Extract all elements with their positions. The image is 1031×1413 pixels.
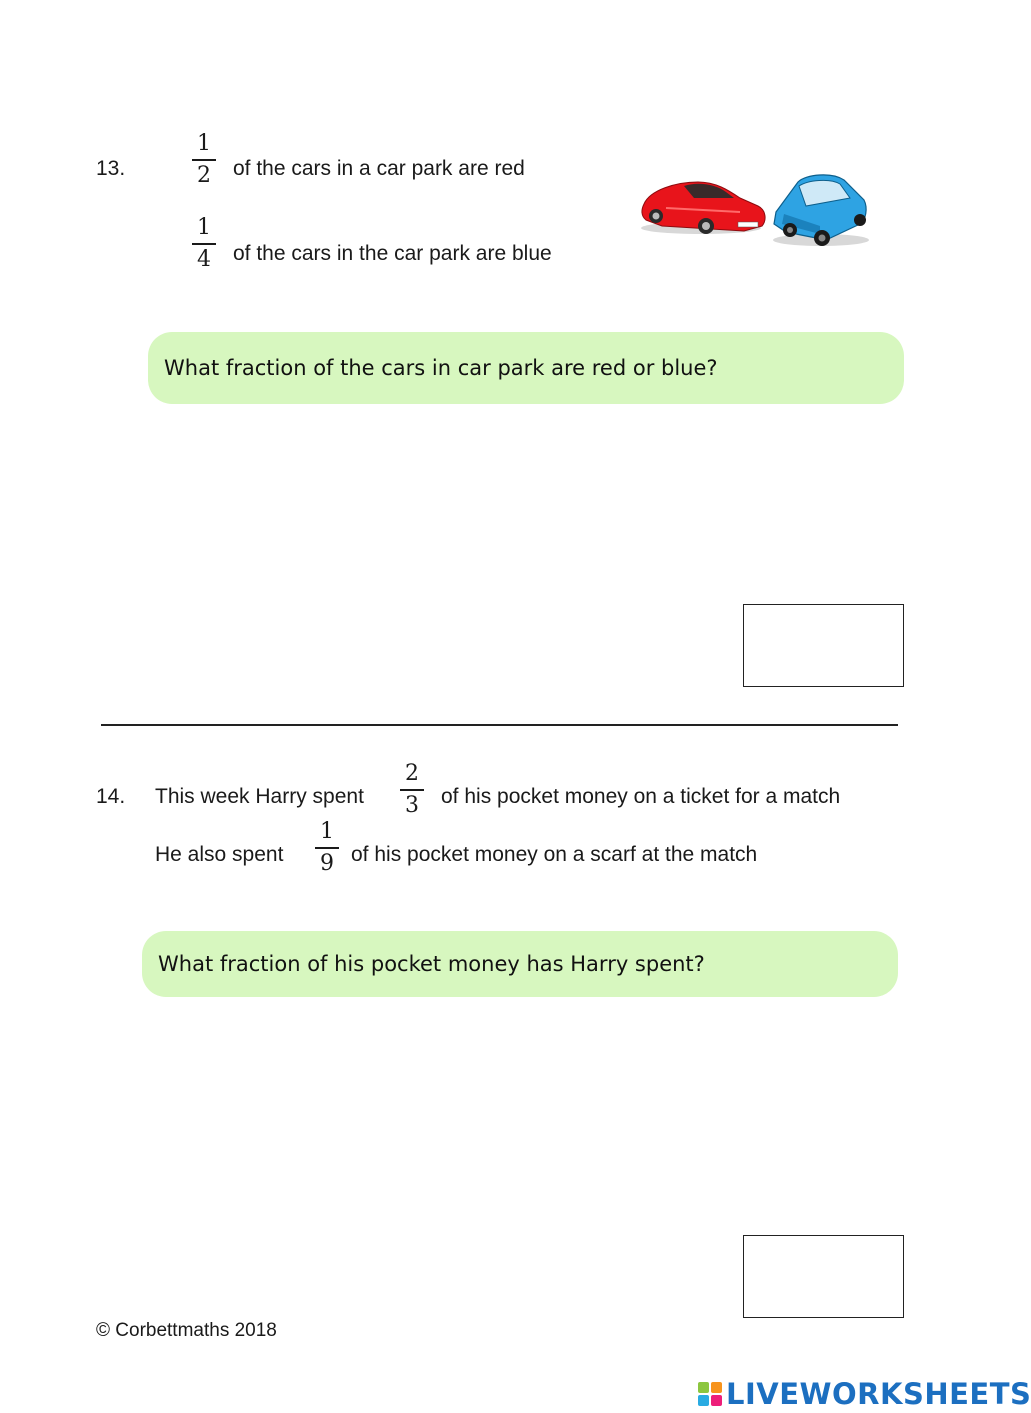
fraction-numerator: 2 — [405, 761, 419, 786]
q13-line-red: of the cars in a car park are red — [233, 157, 525, 180]
q13-fraction-one-quarter — [192, 215, 216, 273]
q14-fraction-one-ninth — [315, 819, 339, 877]
fraction-numerator: 1 — [320, 819, 334, 844]
section-divider — [101, 724, 898, 726]
q14-line-b-end: of his pocket money on a scarf at the match — [351, 843, 758, 866]
cars-illustration — [636, 168, 876, 253]
fraction-denominator: 9 — [320, 850, 334, 876]
q13-question-bubble: What fraction of the cars in car park are red or blue? — [148, 332, 904, 404]
liveworksheets-wordmark: LIVEWORKSHEETS — [726, 1377, 1031, 1411]
q14-answer-box[interactable] — [743, 1235, 904, 1318]
liveworksheets-logo-icon — [698, 1382, 722, 1406]
fraction-numerator: 1 — [197, 215, 211, 240]
fraction-denominator: 3 — [405, 792, 419, 818]
fraction-numerator: 1 — [197, 131, 211, 156]
q13-fraction-one-half — [192, 131, 216, 189]
q14-number: 14. — [96, 785, 126, 808]
fraction-denominator: 2 — [197, 162, 211, 188]
q13-number: 13. — [96, 157, 126, 180]
q14-line-a-start: This week Harry spent — [155, 785, 364, 808]
fraction-bar — [315, 847, 339, 849]
q14-question-bubble: What fraction of his pocket money has Harry spent? — [142, 931, 898, 997]
fraction-denominator: 4 — [197, 246, 211, 272]
fraction-bar — [192, 243, 216, 245]
fraction-bar — [400, 789, 424, 791]
q13-answer-box[interactable] — [743, 604, 904, 687]
q14-line-a-end: of his pocket money on a ticket for a match — [441, 785, 841, 808]
q14-line-b-start: He also spent — [155, 843, 284, 866]
red-car-icon — [641, 182, 765, 234]
liveworksheets-logo — [698, 1377, 1031, 1411]
q13-line-blue: of the cars in the car park are blue — [233, 242, 552, 265]
blue-car-icon — [773, 175, 869, 246]
q14-fraction-two-thirds — [400, 761, 424, 819]
fraction-bar — [192, 159, 216, 161]
copyright-footer: © Corbettmaths 2018 — [96, 1320, 277, 1341]
